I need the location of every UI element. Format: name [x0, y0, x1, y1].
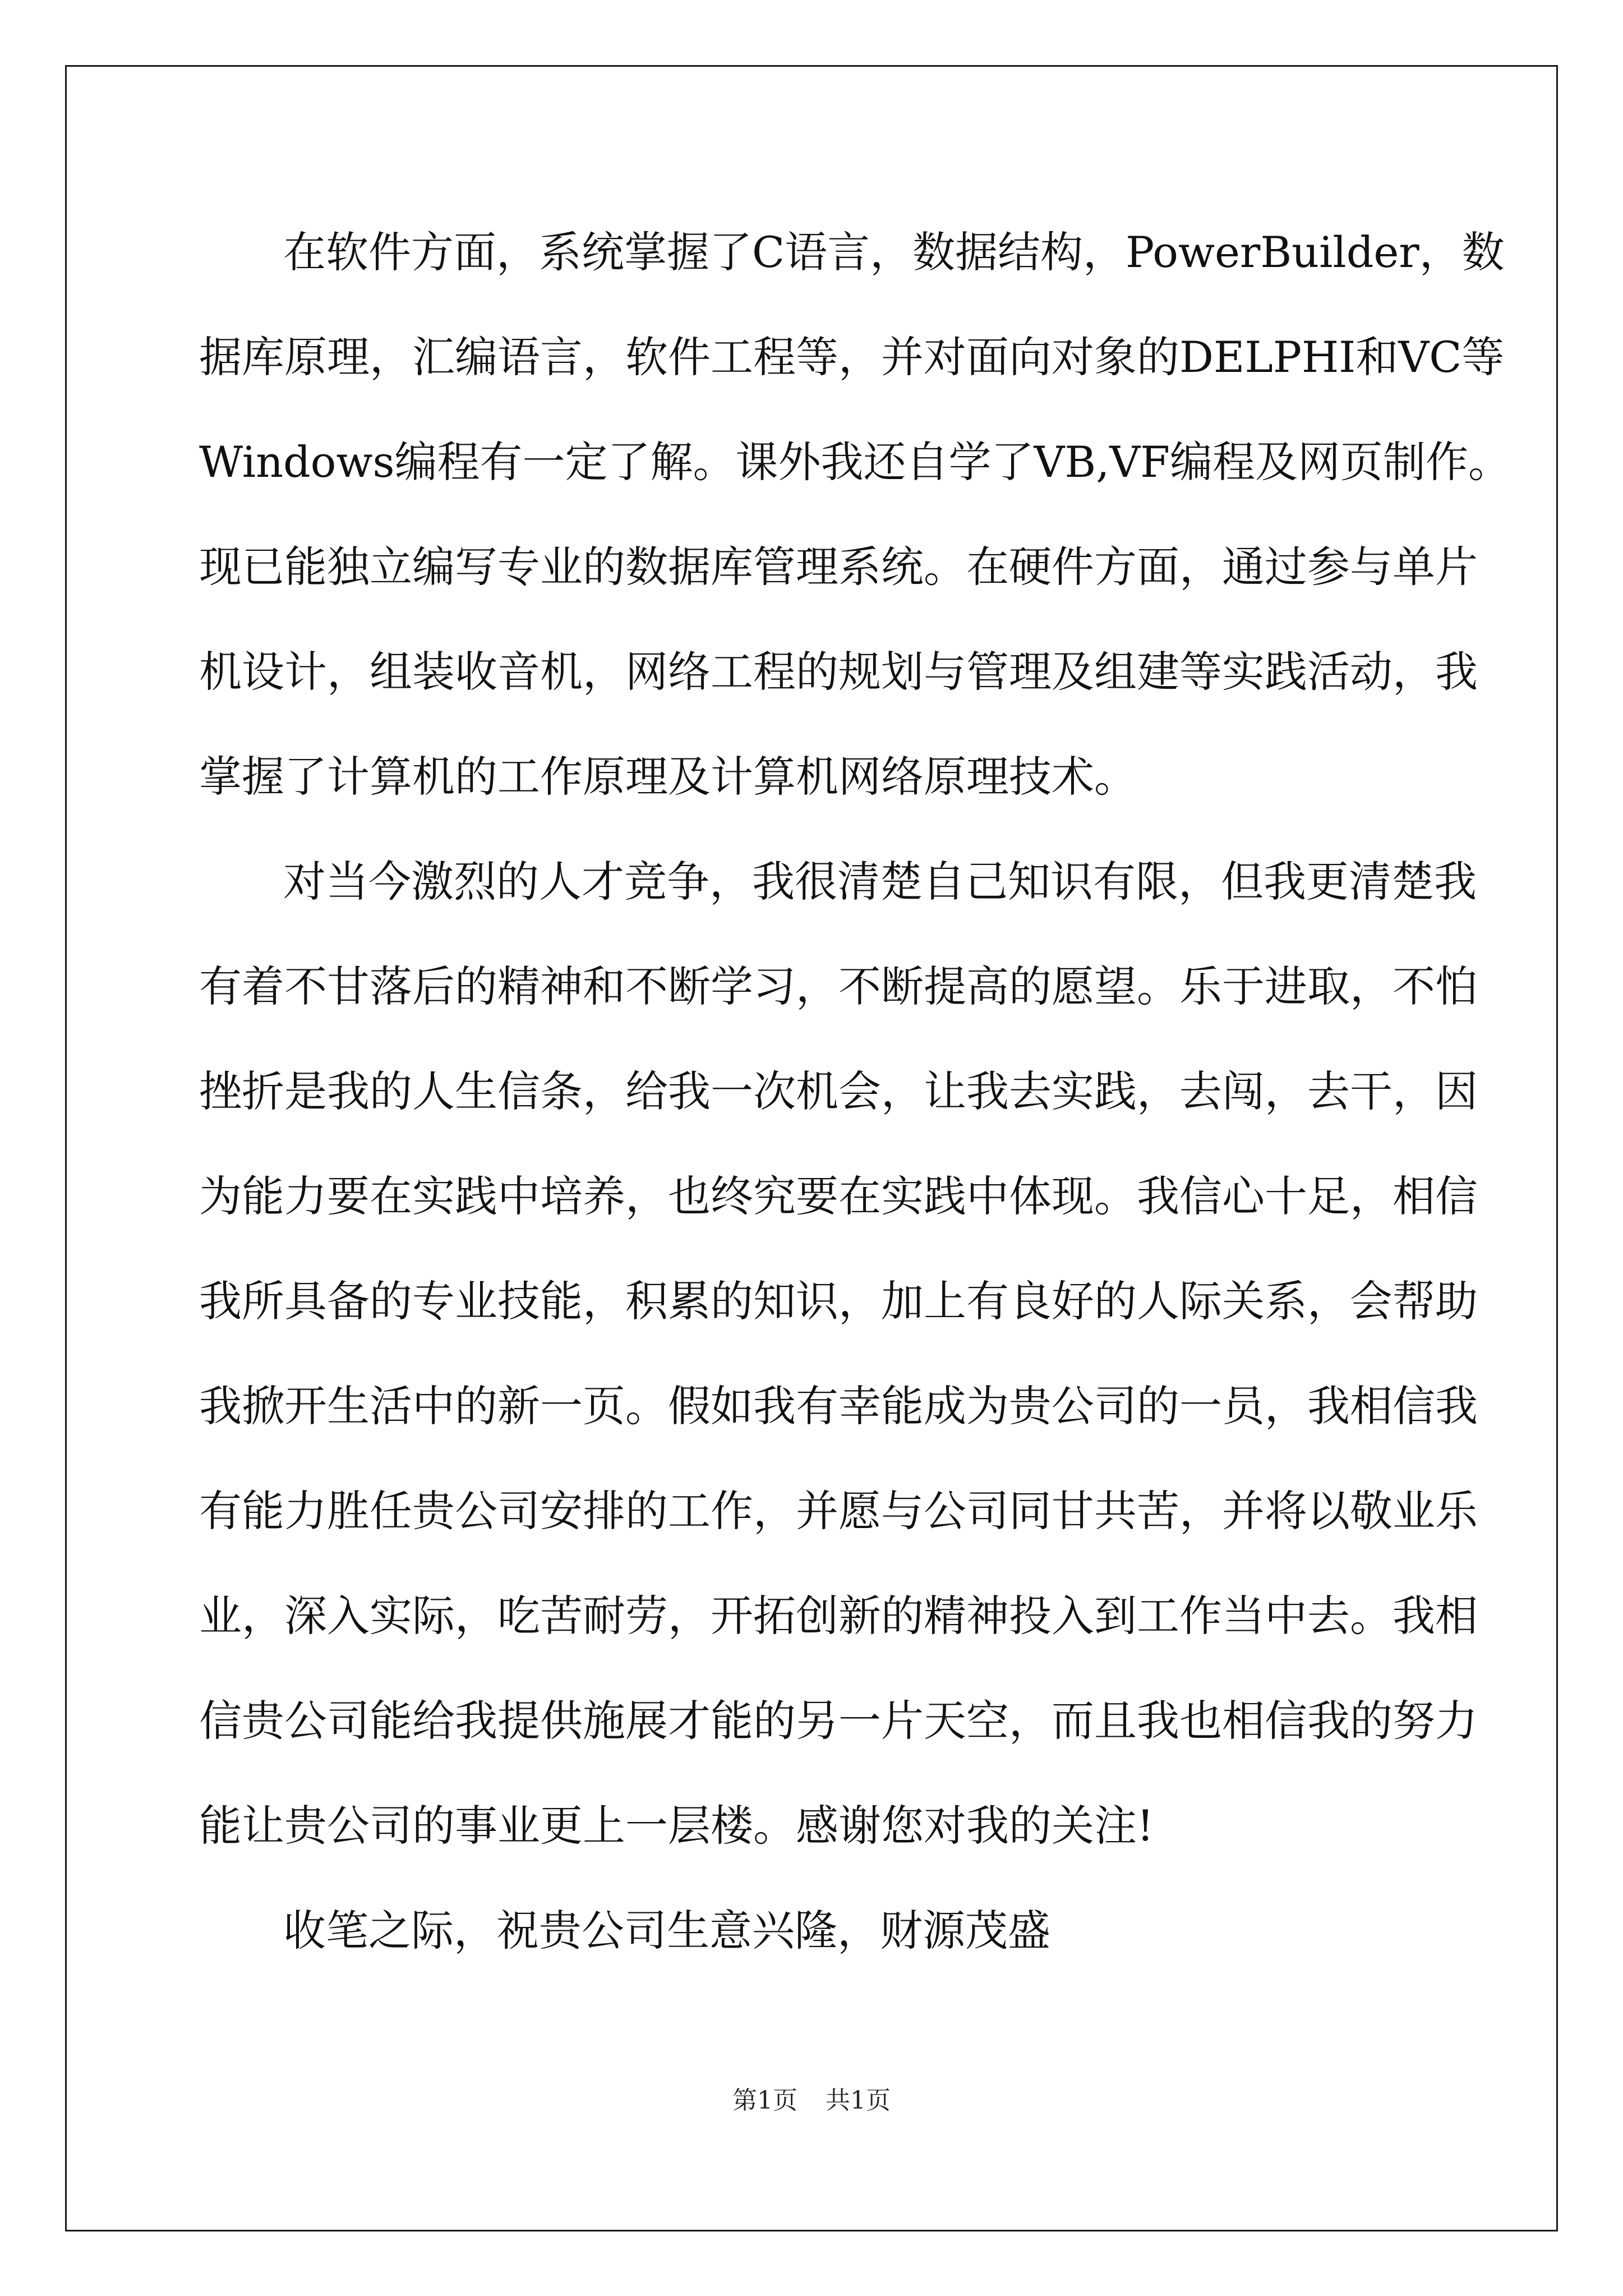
- page-total: 共1页: [826, 2086, 891, 2115]
- paragraph-2-line-2: 有着不甘落后的精神和不断学习，不断提高的愿望。乐于进取，不怕: [199, 961, 1478, 1011]
- paragraph-2-line-8: 业，深入实际，吃苦耐劳，开拓创新的精神投入到工作当中去。我相: [199, 1591, 1478, 1641]
- paragraph-3-line-1: 收笔之际，祝贵公司生意兴隆，财源茂盛: [283, 1906, 1050, 1955]
- paragraph-1-line-5: 机设计，组装收音机，网络工程的规划与管理及组建等实践活动，我: [199, 647, 1478, 697]
- paragraph-2-line-3: 挫折是我的人生信条，给我一次机会，让我去实践，去闯，去干，因: [199, 1066, 1478, 1116]
- paragraph-1-line-6: 掌握了计算机的工作原理及计算机网络原理技术。: [199, 752, 1137, 802]
- paragraph-2-line-1: 对当今激烈的人才竞争，我很清楚自己知识有限，但我更清楚我: [283, 857, 1477, 907]
- paragraph-2-line-10: 能让贵公司的事业更上一层楼。感谢您对我的关注!: [199, 1801, 1154, 1851]
- paragraph-1-line-3: Windows编程有一定了解。课外我还自学了VB,VF编程及网页制作。: [199, 437, 1511, 487]
- paragraph-2-line-7: 有能力胜任贵公司安排的工作，并愿与公司同甘共苦，并将以敬业乐: [199, 1486, 1478, 1536]
- paragraph-1-line-2: 据库原理，汇编语言，软件工程等，并对面向对象的DELPHI和VC等: [199, 332, 1505, 382]
- page-footer: [0, 2084, 1623, 2118]
- paragraph-2-line-9: 信贵公司能给我提供施展才能的另一片天空，而且我也相信我的努力: [199, 1696, 1478, 1746]
- paragraph-2-line-5: 我所具备的专业技能，积累的知识，加上有良好的人际关系，会帮助: [199, 1276, 1478, 1326]
- paragraph-2-line-4: 为能力要在实践中培养，也终究要在实践中体现。我信心十足，相信: [199, 1171, 1478, 1221]
- paragraph-2-line-6: 我掀开生活中的新一页。假如我有幸能成为贵公司的一员，我相信我: [199, 1381, 1478, 1431]
- page-number: 第1页: [732, 2086, 797, 2115]
- paragraph-1-line-1: 在软件方面，系统掌握了C语言，数据结构，PowerBuilder，数: [283, 227, 1505, 277]
- paragraph-1-line-4: 现已能独立编写专业的数据库管理系统。在硬件方面，通过参与单片: [199, 542, 1478, 592]
